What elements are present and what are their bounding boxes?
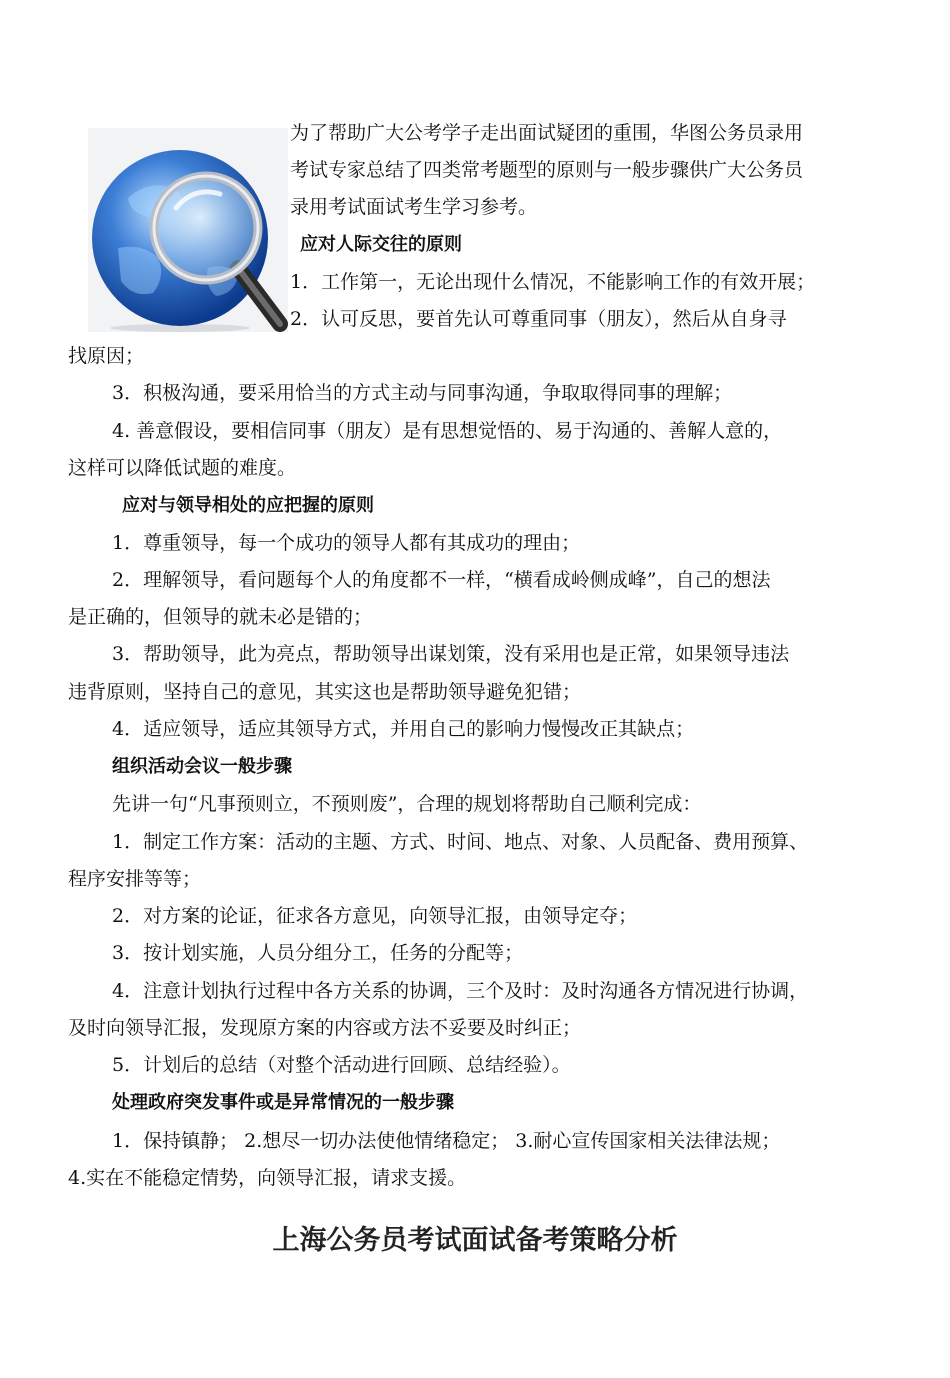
s1-item-1: 1．工作第一，无论出现什么情况，不能影响工作的有效开展；	[290, 271, 816, 293]
s1-item-3: 3．积极沟通，要采用恰当的方式主动与同事沟通，争取取得同事的理解；	[112, 382, 733, 404]
s1-item-4b: 这样可以降低试题的难度。	[68, 457, 297, 479]
s2-item-1: 1．尊重领导，每一个成功的领导人都有其成功的理由；	[112, 532, 581, 554]
s2-item-2b: 是正确的，但领导的就未必是错的；	[68, 606, 373, 628]
section-heading-interpersonal: 应对人际交往的原则	[300, 234, 462, 255]
intro-line-3: 录用考试面试考生学习参考。	[290, 196, 538, 218]
s3-intro: 先讲一句“凡事预则立，不预则废”，合理的规划将帮助自己顺利完成：	[112, 793, 702, 815]
footer-title: 上海公务员考试面试备考策略分析	[272, 1225, 678, 1256]
s1-item-2a: 2．认可反思，要首先认可尊重同事（朋友），然后从自身寻	[290, 308, 787, 330]
s3-item-3: 3．按计划实施，人员分组分工，任务的分配等；	[112, 942, 524, 964]
s2-item-4: 4．适应领导，适应其领导方式，并用自己的影响力慢慢改正其缺点；	[112, 718, 695, 740]
section-heading-leadership: 应对与领导相处的应把握的原则	[122, 495, 374, 516]
intro-line-1: 为了帮助广大公考学子走出面试疑团的重围，华图公务员录用	[290, 122, 804, 144]
s3-item-1b: 程序安排等等；	[68, 868, 202, 890]
s4-item-1b: 4.实在不能稳定情势，向领导汇报，请求支援。	[68, 1167, 467, 1189]
section-heading-organize-events: 组织活动会议一般步骤	[112, 756, 292, 777]
s3-item-5: 5．计划后的总结（对整个活动进行回顾、总结经验）。	[112, 1054, 571, 1076]
s2-item-2a: 2．理解领导，看问题每个人的角度都不一样，“横看成岭侧成峰”，自己的想法	[112, 569, 771, 591]
s1-item-2b: 找原因；	[68, 345, 145, 367]
section-heading-emergencies: 处理政府突发事件或是异常情况的一般步骤	[112, 1092, 454, 1113]
s3-item-4b: 及时向领导汇报，发现原方案的内容或方法不妥要及时纠正；	[68, 1017, 582, 1039]
intro-line-2: 考试专家总结了四类常考题型的原则与一般步骤供广大公务员	[290, 159, 804, 181]
s3-item-1a: 1．制定工作方案：活动的主题、方式、时间、地点、对象、人员配备、费用预算、	[112, 831, 809, 853]
s1-item-4a: 4. 善意假设，要相信同事（朋友）是有思想觉悟的、易于沟通的、善解人意的，	[112, 420, 783, 442]
s2-item-3a: 3．帮助领导，此为亮点，帮助领导出谋划策，没有采用也是正常，如果领导违法	[112, 643, 790, 665]
globe-magnifier-illustration	[88, 128, 288, 332]
s2-item-3b: 违背原则，坚持自己的意见，其实这也是帮助领导避免犯错；	[68, 681, 582, 703]
s3-item-2: 2．对方案的论证，征求各方意见，向领导汇报，由领导定夺；	[112, 905, 638, 927]
s3-item-4a: 4．注意计划执行过程中各方关系的协调，三个及时：及时沟通各方情况进行协调，	[112, 980, 809, 1002]
s4-item-1a: 1．保持镇静； 2.想尽一切办法使他情绪稳定； 3.耐心宣传国家相关法律法规；	[112, 1130, 781, 1152]
